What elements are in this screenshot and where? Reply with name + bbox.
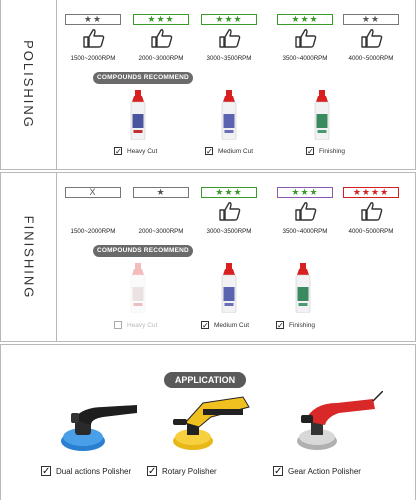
compound-label: Heavy Cut (127, 321, 158, 329)
compound-label: Heavy Cut (127, 147, 158, 155)
rpm-label: 1500~2000RPM (70, 228, 116, 235)
compound-label: Finishing (289, 321, 316, 329)
star-rating: ★★★ (201, 14, 257, 25)
thumbs-up-icon (361, 28, 383, 48)
rpm-label: 2000~3000RPM (138, 228, 184, 235)
compound-option-finishing[interactable] (306, 146, 345, 156)
thumbs-up-icon (83, 28, 105, 48)
polishing-rating-3 (193, 0, 265, 72)
compound-option-finishing[interactable] (276, 320, 315, 330)
finishing-title: FINISHING (21, 215, 37, 299)
polishing-rating-1 (57, 0, 129, 72)
compound-option-heavy-cut[interactable] (114, 146, 157, 156)
compound-label: Medium Cut (214, 321, 250, 329)
star-rating: ★★ (65, 14, 121, 25)
checkmark-icon[interactable]: ✓ (277, 321, 284, 330)
compound-label: Medium Cut (218, 147, 254, 155)
rpm-label: 3500~4000RPM (282, 228, 328, 235)
star-rating: ★★ (343, 14, 399, 25)
rpm-label: 3500~4000RPM (282, 55, 328, 62)
rpm-label: 3000~3500RPM (206, 228, 252, 235)
checkmark-icon[interactable]: ✓ (148, 466, 157, 477)
thumbs-up-icon (151, 28, 173, 48)
star-rating: ★★★ (277, 14, 333, 25)
compound-option-medium-cut[interactable] (205, 146, 253, 156)
compounds-recommend-banner: COMPOUNDS RECOMMEND (93, 72, 193, 84)
finishing-rating-1 (57, 173, 129, 245)
polishing-rating-5 (335, 0, 407, 72)
thumbs-up-icon (219, 201, 241, 221)
compound-bottle-icon (311, 90, 333, 140)
compound-label: Finishing (319, 147, 346, 155)
dual-action-polisher-image (53, 397, 141, 457)
finishing-ratings (57, 173, 416, 245)
application-section (0, 344, 416, 500)
rpm-label: 3000~3500RPM (206, 55, 252, 62)
compound-bottle-icon (127, 90, 149, 140)
checkmark-icon[interactable]: ✓ (42, 466, 51, 477)
polishing-side-label (1, 0, 57, 169)
application-option-gear-action[interactable] (273, 465, 361, 477)
polishing-title: POLISHING (21, 40, 37, 129)
compound-bottle-icon (218, 90, 240, 140)
finishing-side-label (1, 173, 57, 341)
compounds-recommend-banner: COMPOUNDS RECOMMEND (93, 245, 193, 257)
checkmark-icon[interactable]: ✓ (307, 147, 314, 156)
star-rating: ★ (133, 187, 189, 198)
machine-label: Dual actions Polisher (56, 466, 132, 476)
finishing-rating-3 (193, 173, 265, 245)
star-rating: ★★★ (277, 187, 333, 198)
polishing-section (0, 0, 416, 170)
star-rating: ★★★★ (343, 187, 399, 198)
compound-bottle-icon (292, 263, 314, 313)
polishing-rating-2 (125, 0, 197, 72)
star-rating: ★★★ (133, 14, 189, 25)
rpm-label: 4000~5000RPM (348, 228, 394, 235)
polishing-ratings (57, 0, 416, 72)
gear-action-polisher-image (287, 391, 383, 457)
finishing-rating-5 (335, 173, 407, 245)
finishing-rating-2 (125, 173, 197, 245)
compound-option-medium-cut[interactable] (201, 320, 249, 330)
checkmark-icon[interactable]: ✓ (202, 321, 209, 330)
application-banner: APPLICATION (164, 372, 246, 388)
machine-label: Rotary Polisher (162, 466, 217, 476)
thumbs-up-icon (219, 28, 241, 48)
checkmark-icon[interactable]: ✓ (206, 147, 213, 156)
checkmark-icon[interactable]: ✓ (274, 466, 283, 477)
rpm-label: 2000~3000RPM (138, 55, 184, 62)
thumbs-up-icon (361, 201, 383, 221)
thumbs-up-icon (295, 201, 317, 221)
application-option-dual-action[interactable] (41, 465, 131, 477)
compound-bottle-icon (127, 263, 149, 313)
rpm-label: 4000~5000RPM (348, 55, 394, 62)
compound-option-heavy-cut[interactable] (114, 320, 157, 330)
compound-bottle-icon (218, 263, 240, 313)
checkmark-icon[interactable]: ✓ (115, 147, 122, 156)
machine-label: Gear Action Polisher (288, 466, 361, 476)
star-rating: ★★★ (201, 187, 257, 198)
thumbs-up-icon (295, 28, 317, 48)
checkbox-empty[interactable] (114, 321, 122, 329)
rotary-polisher-image (163, 393, 253, 457)
rpm-label: 1500~2000RPM (70, 55, 116, 62)
finishing-section (0, 172, 416, 342)
star-rating: X (65, 187, 121, 198)
application-option-rotary[interactable] (147, 465, 217, 477)
